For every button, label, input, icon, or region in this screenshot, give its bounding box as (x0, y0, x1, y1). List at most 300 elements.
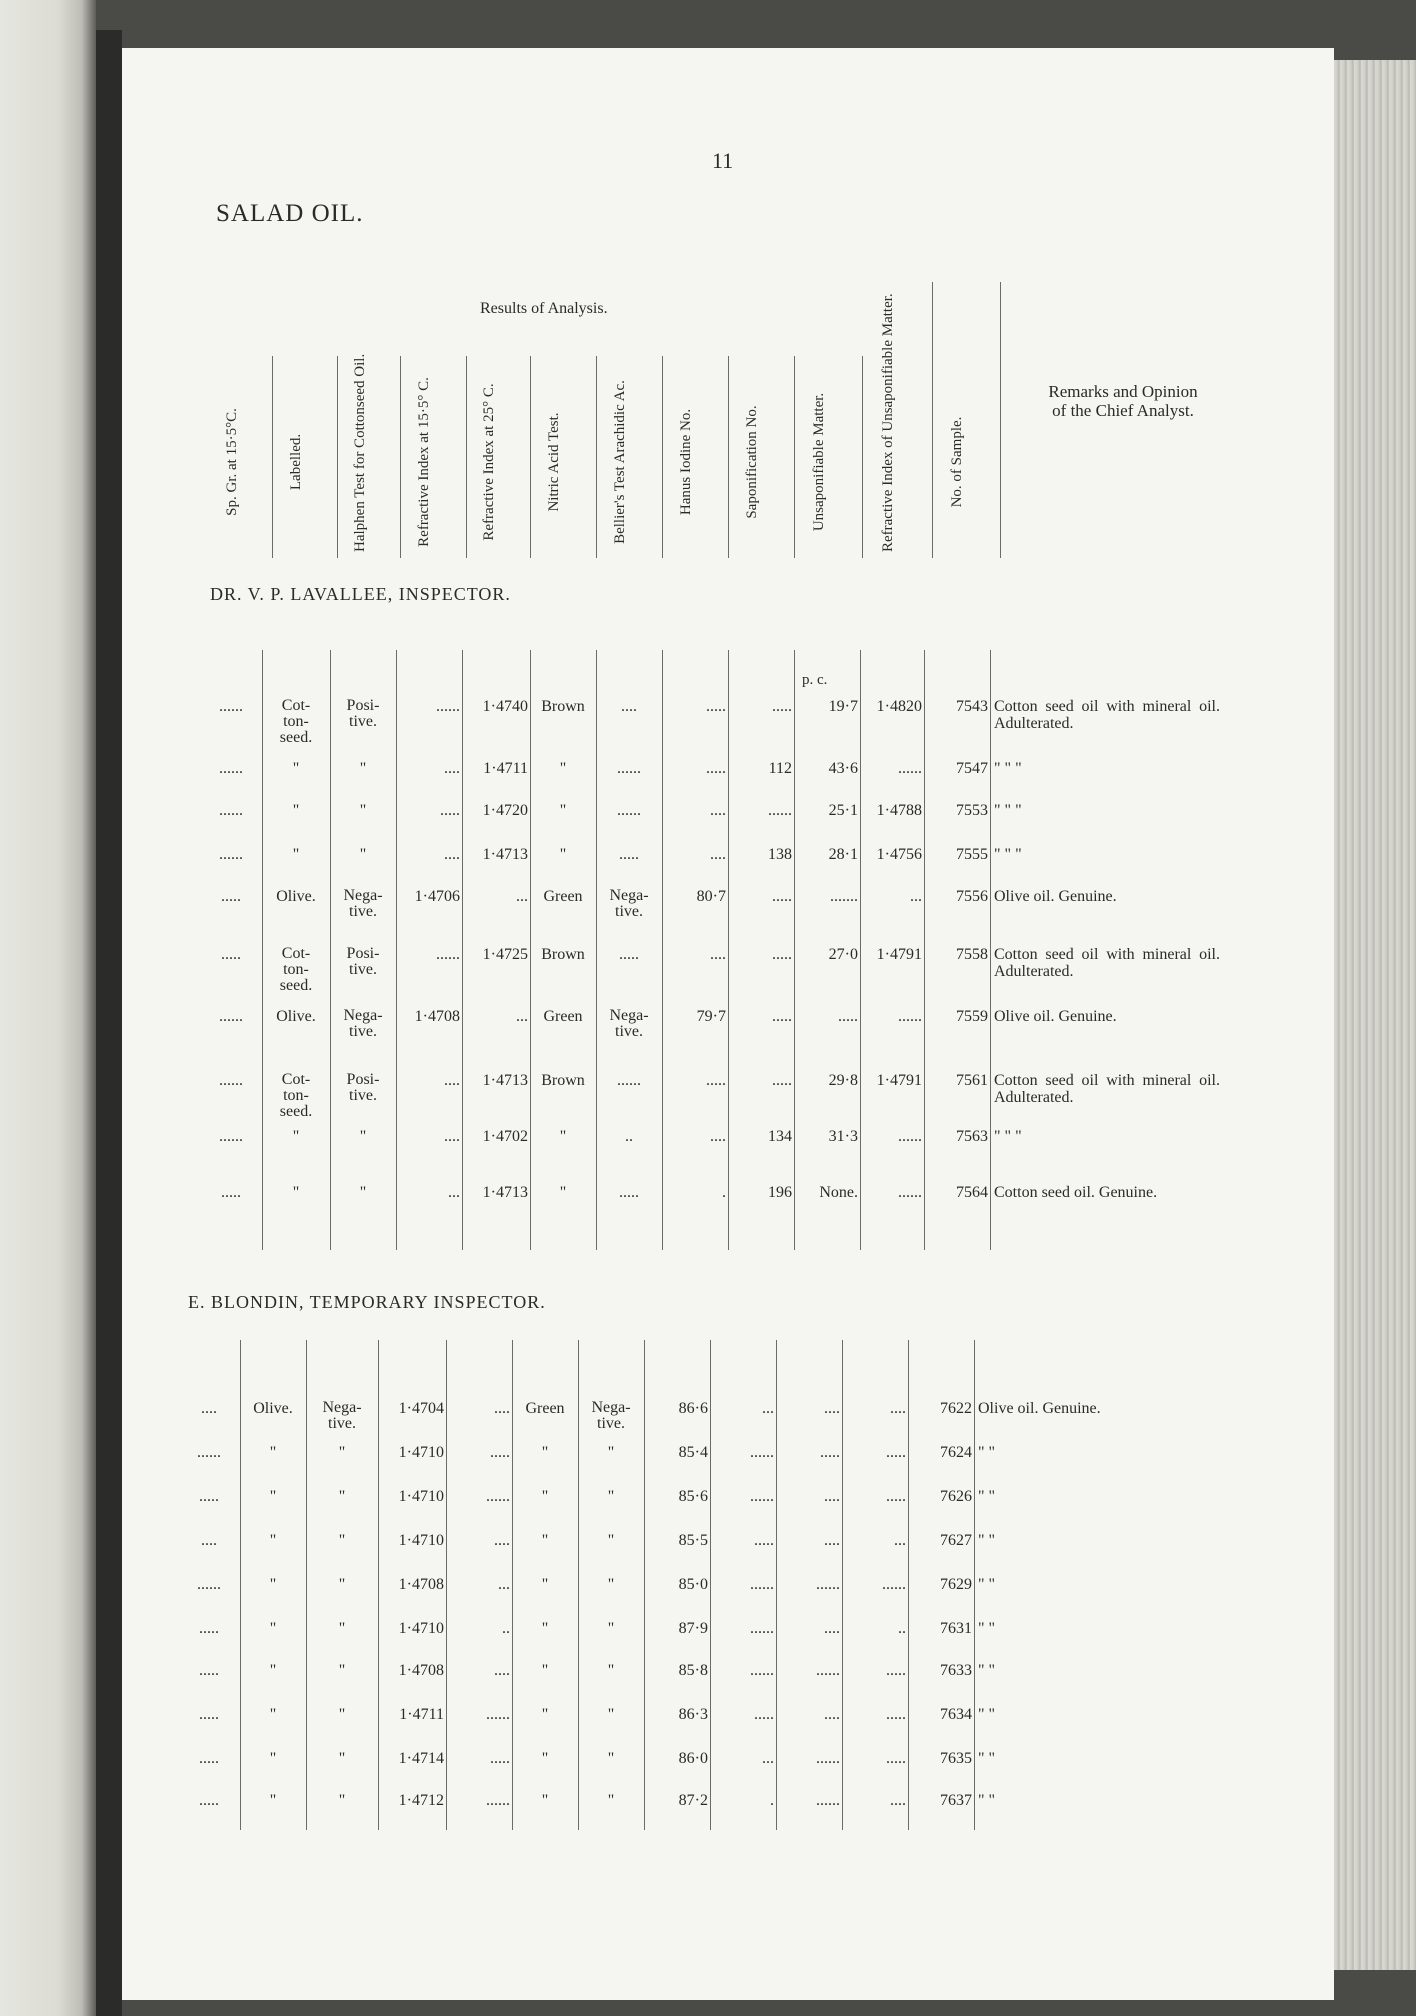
table-cell-bel: " (607, 1750, 615, 1767)
results-group-heading: Results of Analysis. (480, 300, 608, 317)
table-cell-no: 7626 (940, 1488, 972, 1505)
table-cell-nit: Green (543, 888, 583, 905)
table-cell-han: 85·5 (678, 1532, 708, 1549)
header-col-line (530, 356, 531, 558)
header-col-line (728, 356, 729, 558)
table-cell-lab: " (269, 1444, 277, 1461)
table-cell-sp: ..... (221, 1184, 241, 1201)
table-cell-hal: " (338, 1576, 346, 1593)
table-cell-nit: Green (525, 1400, 565, 1417)
table-cell-nit: " (559, 1128, 567, 1145)
table-cell-riu: .. (898, 1620, 906, 1637)
table-cell-han: 87·9 (678, 1620, 708, 1637)
header-col-line (400, 356, 401, 558)
page-edges (1334, 60, 1416, 1970)
table-cell-uns: 19·7 (828, 698, 858, 715)
table-cell-bel: ..... (619, 946, 639, 963)
book-spine (96, 30, 122, 2016)
table-cell-uns: 25·1 (828, 802, 858, 819)
table-cell-bel: ...... (617, 1072, 641, 1089)
table-cell-lab: " (292, 1128, 300, 1145)
table-cell-nit: " (541, 1750, 549, 1767)
header-col-line (932, 282, 933, 558)
body-col-line (446, 1340, 447, 1830)
column-header: Refractive Index at 25° C. (481, 383, 497, 541)
table-cell-han: 85·4 (678, 1444, 708, 1461)
table-cell-no: 7637 (940, 1792, 972, 1809)
table-cell-ri155: .... (444, 846, 460, 863)
table-cell-remarks: " " (978, 1488, 996, 1505)
table-cell-han: .... (710, 846, 726, 863)
table-cell-sap: ...... (750, 1444, 774, 1461)
table-cell-remarks: Olive oil. Genuine. (994, 888, 1117, 905)
body-col-line (378, 1340, 379, 1830)
column-header: No. of Sample. (949, 416, 965, 508)
column-header: Saponification No. (744, 405, 760, 519)
table-cell-sp: .... (201, 1532, 217, 1549)
table-cell-uns: ..... (838, 1008, 858, 1025)
column-header: Unsaponifiable Matter. (811, 392, 827, 532)
table-cell-ri25: ...... (486, 1792, 510, 1809)
table-cell-sap: ...... (750, 1662, 774, 1679)
table-cell-uns: 27·0 (828, 946, 858, 963)
table-cell-no: 7631 (940, 1620, 972, 1637)
body-col-line (262, 650, 263, 1250)
table-cell-ri25: ..... (490, 1444, 510, 1461)
table-cell-ri25: 1·4713 (482, 1072, 528, 1089)
table-cell-lab: Cot- ton- seed. (279, 1071, 313, 1120)
table-cell-nit: " (541, 1488, 549, 1505)
table-cell-remarks: Cotton seed oil with mineral oil. Adulterated. (994, 946, 1220, 980)
table-cell-sp: ...... (219, 760, 243, 777)
table-cell-han: 80·7 (696, 888, 726, 905)
table-cell-sp: ..... (199, 1750, 219, 1767)
table-cell-no: 7556 (956, 888, 988, 905)
table-cell-riu: ...... (898, 1008, 922, 1025)
table-cell-sap: 138 (768, 846, 792, 863)
body-col-line (330, 650, 331, 1250)
table-cell-nit: " (559, 802, 567, 819)
table-cell-ri25: ... (516, 888, 528, 905)
table-cell-han: .... (710, 802, 726, 819)
table-cell-sp: ..... (221, 946, 241, 963)
body-col-line (240, 1340, 241, 1830)
table-cell-uns: ...... (816, 1576, 840, 1593)
table-cell-ri25: ...... (486, 1706, 510, 1723)
table-cell-remarks: Olive oil. Genuine. (994, 1008, 1117, 1025)
table-cell-riu: ... (910, 888, 922, 905)
section-heading: E. BLONDIN, TEMPORARY INSPECTOR. (188, 1292, 546, 1312)
table-cell-bel: .. (625, 1128, 633, 1145)
table-cell-remarks: Cotton seed oil. Genuine. (994, 1184, 1158, 1201)
body-col-line (974, 1340, 975, 1830)
table-cell-lab: Olive. (276, 1008, 316, 1025)
table-cell-no: 7553 (956, 802, 988, 819)
column-header: Bellier's Test Arachidic Ac. (612, 380, 628, 544)
table-cell-lab: " (292, 1184, 300, 1201)
table-cell-han: 86·6 (678, 1400, 708, 1417)
table-cell-no: 7561 (956, 1072, 988, 1089)
table-cell-no: 7633 (940, 1662, 972, 1679)
table-cell-ri155: 1·4710 (398, 1488, 444, 1505)
table-cell-remarks: " " (978, 1750, 996, 1767)
header-col-line (337, 356, 338, 558)
column-header: Labelled. (287, 433, 304, 491)
table-cell-ri25: .. (502, 1620, 510, 1637)
table-cell-sap: ...... (750, 1488, 774, 1505)
column-header: Nitric Acid Test. (546, 412, 562, 512)
table-cell-bel: " (607, 1444, 615, 1461)
table-cell-riu: 1·4756 (876, 846, 922, 863)
table-cell-no: 7547 (956, 760, 988, 777)
table-cell-nit: Brown (541, 946, 585, 963)
table-cell-hal: " (338, 1792, 346, 1809)
table-cell-ri155: 1·4710 (398, 1532, 444, 1549)
table-cell-ri25: ... (516, 1008, 528, 1025)
table-cell-uns: ...... (816, 1792, 840, 1809)
table-cell-han: 85·0 (678, 1576, 708, 1593)
body-col-line (924, 650, 925, 1250)
table-cell-bel: Nega- tive. (609, 887, 649, 920)
table-cell-bel: ...... (617, 760, 641, 777)
table-cell-hal: Posi- tive. (346, 697, 380, 730)
table-cell-sap: ..... (772, 1008, 792, 1025)
table-cell-remarks: Olive oil. Genuine. (978, 1400, 1101, 1417)
column-header-remarks: Remarks and Opinion of the Chief Analyst. (1048, 382, 1198, 420)
table-cell-ri25: 1·4702 (482, 1128, 528, 1145)
table-cell-han: . (722, 1184, 726, 1201)
table-cell-lab: " (292, 802, 300, 819)
table-cell-nit: " (541, 1620, 549, 1637)
table-cell-han: 79·7 (696, 1008, 726, 1025)
table-cell-ri25: 1·4713 (482, 1184, 528, 1201)
header-col-line (272, 356, 273, 558)
table-cell-uns: None. (819, 1184, 858, 1201)
body-col-line (596, 650, 597, 1250)
table-cell-sap: ..... (754, 1532, 774, 1549)
table-cell-no: 7543 (956, 698, 988, 715)
table-cell-riu: 1·4791 (876, 1072, 922, 1089)
table-cell-nit: " (541, 1444, 549, 1461)
table-cell-sp: ..... (199, 1706, 219, 1723)
body-col-line (842, 1340, 843, 1830)
table-cell-ri155: 1·4710 (398, 1620, 444, 1637)
table-cell-han: 86·3 (678, 1706, 708, 1723)
table-cell-hal: " (359, 760, 367, 777)
table-cell-sap: ..... (772, 1072, 792, 1089)
table-cell-remarks: " " (978, 1576, 996, 1593)
table-cell-sp: ...... (219, 1072, 243, 1089)
column-header: Halphen Test for Cottonseed Oil. (351, 353, 368, 552)
body-col-line (396, 650, 397, 1250)
table-cell-riu: .... (890, 1400, 906, 1417)
table-cell-nit: " (559, 846, 567, 863)
table-cell-lab: " (269, 1792, 277, 1809)
table-cell-han: 85·8 (678, 1662, 708, 1679)
table-cell-remarks: " " " (994, 802, 1022, 819)
table-cell-ri155: 1·4708 (398, 1662, 444, 1679)
header-col-line (466, 356, 467, 558)
table-cell-lab: " (269, 1662, 277, 1679)
table-cell-lab: Olive. (253, 1400, 293, 1417)
header-col-line (1000, 282, 1001, 558)
table-cell-sp: ...... (219, 802, 243, 819)
table-cell-no: 7564 (956, 1184, 988, 1201)
table-cell-han: 85·6 (678, 1488, 708, 1505)
table-cell-uns: ...... (816, 1750, 840, 1767)
table-cell-lab: Cot- ton- seed. (279, 945, 313, 994)
table-cell-sp: ...... (219, 846, 243, 863)
table-cell-riu: ..... (886, 1750, 906, 1767)
table-cell-uns: .... (824, 1620, 840, 1637)
table-cell-lab: " (292, 846, 300, 863)
table-cell-bel: " (607, 1532, 615, 1549)
table-cell-remarks: " " (978, 1444, 996, 1461)
table-cell-lab: " (269, 1706, 277, 1723)
table-cell-sp: ..... (199, 1662, 219, 1679)
table-cell-sp: ...... (219, 1128, 243, 1145)
table-cell-ri155: .... (444, 1072, 460, 1089)
table-cell-ri25: .... (494, 1532, 510, 1549)
table-cell-bel: " (607, 1706, 615, 1723)
table-cell-sp: .... (201, 1400, 217, 1417)
body-col-line (860, 650, 861, 1250)
table-cell-lab: " (269, 1576, 277, 1593)
page-title: SALAD OIL. (216, 200, 364, 227)
table-cell-remarks: " " " (994, 760, 1022, 777)
table-cell-ri155: ...... (436, 946, 460, 963)
table-cell-riu: ..... (886, 1444, 906, 1461)
table-cell-nit: " (559, 760, 567, 777)
table-cell-riu: ...... (898, 760, 922, 777)
table-cell-riu: 1·4791 (876, 946, 922, 963)
table-cell-sap: ... (762, 1750, 774, 1767)
table-cell-no: 7622 (940, 1400, 972, 1417)
table-cell-ri155: 1·4704 (398, 1400, 444, 1417)
table-cell-nit: Green (543, 1008, 583, 1025)
table-cell-sp: ...... (197, 1576, 221, 1593)
table-cell-ri25: 1·4740 (482, 698, 528, 715)
table-cell-hal: " (338, 1444, 346, 1461)
table-cell-bel: ..... (619, 846, 639, 863)
table-cell-sap: ..... (772, 946, 792, 963)
body-col-line (644, 1340, 645, 1830)
table-cell-lab: " (292, 760, 300, 777)
table-cell-sap: 134 (768, 1128, 792, 1145)
table-cell-nit: " (541, 1662, 549, 1679)
table-cell-bel: " (607, 1488, 615, 1505)
table-cell-uns: ..... (820, 1444, 840, 1461)
table-cell-remarks: Cotton seed oil with mineral oil. Adulterated. (994, 1072, 1220, 1106)
header-col-line (596, 356, 597, 558)
table-cell-bel: " (607, 1620, 615, 1637)
body-col-line (578, 1340, 579, 1830)
table-cell-uns: 43·6 (828, 760, 858, 777)
table-cell-ri25: ... (498, 1576, 510, 1593)
table-cell-riu: 1·4820 (876, 698, 922, 715)
table-cell-no: 7559 (956, 1008, 988, 1025)
table-cell-sp: ..... (199, 1620, 219, 1637)
table-cell-bel: ..... (619, 1184, 639, 1201)
table-cell-han: ..... (706, 1072, 726, 1089)
table-cell-uns: .... (824, 1706, 840, 1723)
table-cell-han: .... (710, 1128, 726, 1145)
table-cell-sp: ..... (199, 1792, 219, 1809)
table-cell-uns: .... (824, 1400, 840, 1417)
page-number: 11 (712, 148, 734, 173)
table-cell-riu: ... (894, 1532, 906, 1549)
table-cell-ri155: ..... (440, 802, 460, 819)
table-cell-riu: .... (890, 1792, 906, 1809)
table-cell-no: 7563 (956, 1128, 988, 1145)
body-col-line (710, 1340, 711, 1830)
table-cell-hal: Posi- tive. (346, 1071, 380, 1104)
body-col-line (512, 1340, 513, 1830)
table-cell-sap: 112 (768, 760, 792, 777)
column-header: Refractive Index at 15·5° C. (416, 377, 432, 547)
table-cell-hal: Nega- tive. (322, 1399, 362, 1432)
table-cell-hal: " (359, 1128, 367, 1145)
table-cell-sap: ...... (768, 802, 792, 819)
table-cell-ri155: 1·4708 (398, 1576, 444, 1593)
table-cell-ri25: 1·4725 (482, 946, 528, 963)
table-cell-uns: ...... (816, 1662, 840, 1679)
table-cell-bel: " (607, 1576, 615, 1593)
document-page (122, 48, 1334, 2000)
table-cell-han: 87·2 (678, 1792, 708, 1809)
table-cell-bel: " (607, 1662, 615, 1679)
table-cell-no: 7627 (940, 1532, 972, 1549)
table-cell-uns: 28·1 (828, 846, 858, 863)
table-cell-uns: 31·3 (828, 1128, 858, 1145)
table-cell-nit: Brown (541, 698, 585, 715)
body-col-line (990, 650, 991, 1250)
table-cell-riu: ...... (898, 1184, 922, 1201)
body-col-line (776, 1340, 777, 1830)
table-cell-ri25: .... (494, 1400, 510, 1417)
table-cell-ri155: ... (448, 1184, 460, 1201)
table-cell-sp: ..... (199, 1488, 219, 1505)
table-cell-bel: ...... (617, 802, 641, 819)
table-cell-sap: ..... (754, 1706, 774, 1723)
table-cell-sap: ..... (772, 698, 792, 715)
table-cell-no: 7555 (956, 846, 988, 863)
table-cell-ri155: 1·4712 (398, 1792, 444, 1809)
body-col-line (462, 650, 463, 1250)
table-cell-riu: 1·4788 (876, 802, 922, 819)
body-col-line (530, 650, 531, 1250)
table-cell-hal: " (338, 1488, 346, 1505)
facing-page-edge (0, 0, 96, 2016)
column-header: Refractive Index of Unsaponifiable Matter. (880, 293, 896, 552)
table-cell-remarks: " " (978, 1620, 996, 1637)
table-cell-sp: ..... (221, 888, 241, 905)
table-cell-riu: ...... (898, 1128, 922, 1145)
table-cell-sp: ...... (197, 1444, 221, 1461)
table-cell-hal: " (359, 802, 367, 819)
table-cell-han: 86·0 (678, 1750, 708, 1767)
table-cell-ri25: 1·4720 (482, 802, 528, 819)
table-cell-sap: 196 (768, 1184, 792, 1201)
table-cell-ri25: 1·4711 (483, 760, 528, 777)
table-cell-nit: " (541, 1792, 549, 1809)
table-cell-bel: .... (621, 698, 637, 715)
table-cell-hal: " (338, 1706, 346, 1723)
table-cell-sap: . (770, 1792, 774, 1809)
table-cell-lab: " (269, 1750, 277, 1767)
table-cell-lab: Olive. (276, 888, 316, 905)
table-cell-ri155: 1·4714 (398, 1750, 444, 1767)
table-cell-nit: " (541, 1576, 549, 1593)
table-cell-no: 7624 (940, 1444, 972, 1461)
table-cell-riu: ..... (886, 1488, 906, 1505)
table-cell-hal: " (338, 1662, 346, 1679)
table-cell-ri155: ...... (436, 698, 460, 715)
table-cell-sap: ...... (750, 1576, 774, 1593)
table-cell-ri155: 1·4708 (414, 1008, 460, 1025)
table-cell-riu: ..... (886, 1706, 906, 1723)
table-cell-ri155: 1·4706 (414, 888, 460, 905)
table-cell-ri155: .... (444, 760, 460, 777)
section-heading: DR. V. P. LAVALLEE, INSPECTOR. (210, 584, 511, 604)
table-cell-remarks: " " " (994, 1128, 1022, 1145)
table-cell-hal: Nega- tive. (343, 887, 383, 920)
header-col-line (662, 356, 663, 558)
table-cell-hal: " (338, 1620, 346, 1637)
table-cell-riu: ..... (886, 1662, 906, 1679)
table-cell-remarks: " " " (994, 846, 1022, 863)
header-col-line (862, 356, 863, 558)
table-cell-lab: Cot- ton- seed. (279, 697, 313, 746)
table-cell-hal: " (338, 1750, 346, 1767)
table-cell-ri25: 1·4713 (482, 846, 528, 863)
body-col-line (908, 1340, 909, 1830)
table-cell-ri25: ..... (490, 1750, 510, 1767)
table-cell-no: 7558 (956, 946, 988, 963)
table-cell-no: 7634 (940, 1706, 972, 1723)
table-cell-han: ..... (706, 760, 726, 777)
body-col-line (306, 1340, 307, 1830)
table-cell-lab: " (269, 1532, 277, 1549)
table-cell-sap: ..... (772, 888, 792, 905)
table-cell-sap: ...... (750, 1620, 774, 1637)
table-cell-nit: Brown (541, 1072, 585, 1089)
table-cell-uns: .... (824, 1488, 840, 1505)
table-cell-nit: " (541, 1532, 549, 1549)
table-cell-hal: " (359, 846, 367, 863)
table-cell-ri155: .... (444, 1128, 460, 1145)
table-cell-nit: " (559, 1184, 567, 1201)
table-cell-sp: ...... (219, 698, 243, 715)
table-cell-ri25: .... (494, 1662, 510, 1679)
table-cell-riu: ...... (882, 1576, 906, 1593)
table-cell-sp: ...... (219, 1008, 243, 1025)
table-cell-remarks: " " (978, 1532, 996, 1549)
table-cell-remarks: " " (978, 1706, 996, 1723)
table-cell-bel: Nega- tive. (591, 1399, 631, 1432)
unit-note: p. c. (802, 672, 828, 688)
table-cell-ri155: 1·4710 (398, 1444, 444, 1461)
column-header: Sp. Gr. at 15·5°C. (224, 408, 240, 516)
column-header: Hanus Iodine No. (678, 408, 694, 516)
body-col-line (662, 650, 663, 1250)
table-cell-nit: " (541, 1706, 549, 1723)
table-cell-uns: ....... (830, 888, 858, 905)
table-cell-lab: " (269, 1620, 277, 1637)
table-cell-bel: Nega- tive. (609, 1007, 649, 1040)
table-cell-lab: " (269, 1488, 277, 1505)
table-cell-remarks: " " (978, 1792, 996, 1809)
